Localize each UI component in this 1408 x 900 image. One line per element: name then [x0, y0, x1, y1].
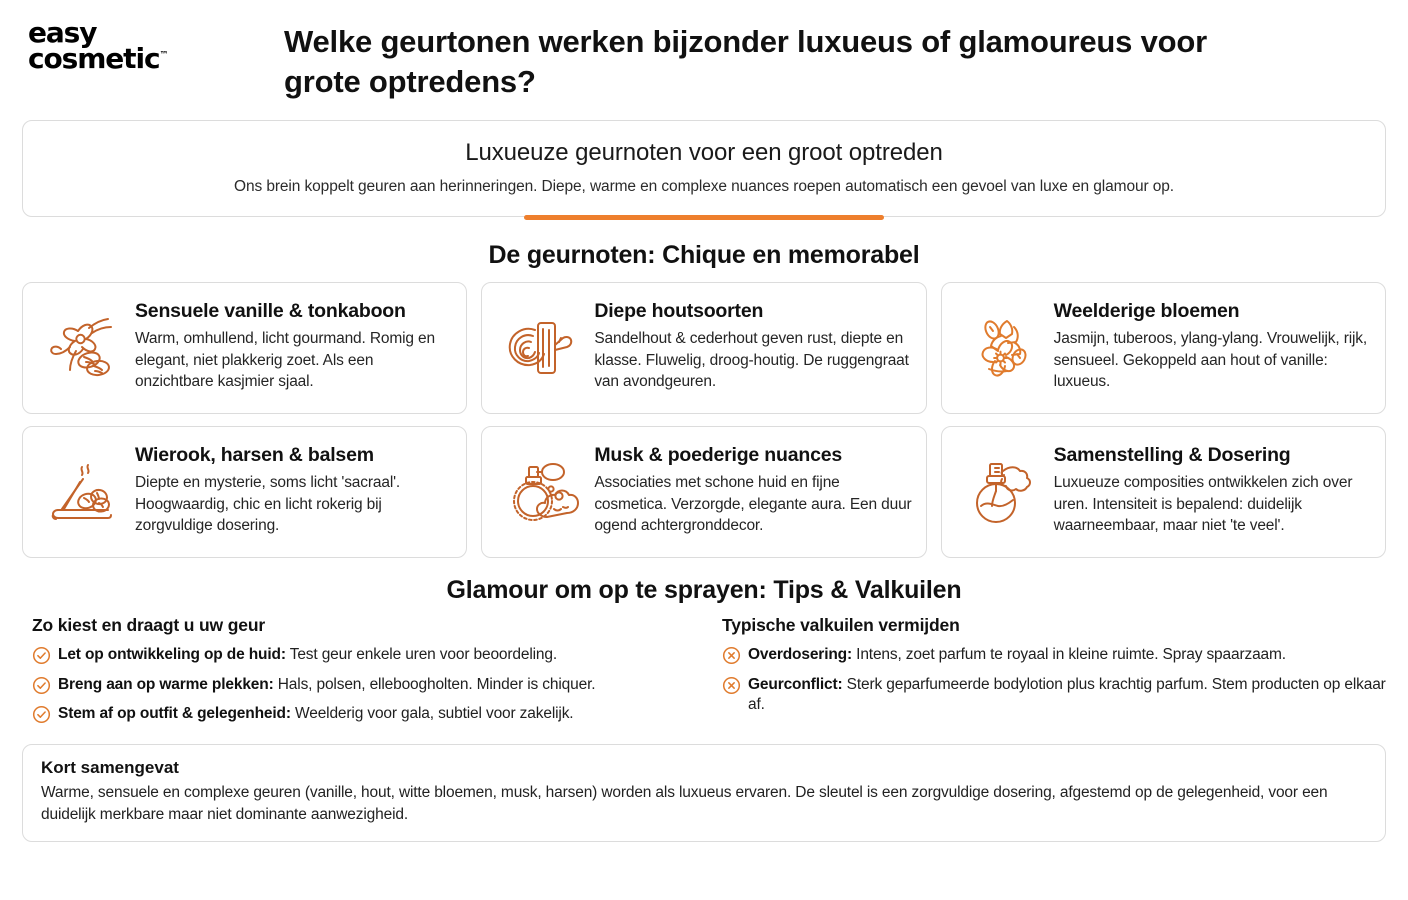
- tips-and-pitfalls: [0, 615, 1408, 734]
- tips-column-title: Zo kiest en draagt u uw geur: [32, 615, 266, 635]
- check-circle-icon: [32, 675, 58, 695]
- cross-circle-icon: [722, 675, 748, 695]
- list-item-rest: Hals, polsen, elleboogholten. Minder is chiquer.: [273, 675, 596, 693]
- card-body: [131, 440, 452, 537]
- card-body: [590, 296, 911, 393]
- list-item-lead: Stem af op outfit & gelegenheid:: [58, 705, 291, 723]
- perfume-bottle-spray-icon: [954, 440, 1050, 536]
- wood-log-tree-rings-icon: [494, 296, 590, 392]
- list-item-rest: Weelderig voor gala, subtiel voor zakelijk.: [290, 705, 574, 723]
- list-item: [32, 675, 722, 696]
- cross-circle-icon: [722, 645, 748, 665]
- card-diepe-houtsoorten: [481, 282, 926, 414]
- summary-text: Warme, sensuele en complexe geuren (vanille, hout, witte bloemen, musk, harsen) worden als luxueus ervaren. De sleutel is een zorgvuldige dosering, afgestemd op de gelegenheid, voor een duidelijk merkbare maar niet dominante aanwezigheid.: [41, 783, 1328, 823]
- trademark-symbol: ™: [159, 50, 169, 61]
- card-body: [1050, 440, 1371, 537]
- list-item-lead: Breng aan op warme plekken:: [58, 675, 274, 693]
- list-item-lead: Overdosering:: [748, 646, 852, 663]
- card-title: Weelderige bloemen: [1053, 300, 1240, 322]
- vanilla-flower-tonka-bean-icon: [35, 296, 131, 392]
- list-item-rest: Sterk geparfumeerde bodylotion plus krachtig parfum. Stem producten op elkaar af.: [748, 675, 1386, 714]
- card-samenstelling-dosering: [941, 426, 1386, 558]
- list-item-lead: Let op ontwikkeling op de huid:: [58, 646, 286, 663]
- flower-bouquet-icon: [954, 296, 1050, 392]
- list-item-text: [748, 645, 1286, 666]
- list-item: [722, 645, 1386, 666]
- list-item-text: [58, 645, 557, 666]
- list-item-rest: Intens, zoet parfum te royaal in kleine ruimte. Spray spaarzaam.: [852, 646, 1286, 663]
- card-sensuele-vanille: [22, 282, 467, 414]
- list-item-text: [748, 675, 1386, 716]
- card-title: Diepe houtsoorten: [594, 300, 764, 322]
- list-item: [32, 704, 722, 725]
- list-item-rest: Test geur enkele uren voor beoordeling.: [285, 646, 558, 663]
- list-item-lead: Geurconflict:: [748, 675, 843, 693]
- list-item: [32, 645, 722, 666]
- list-item-text: [58, 704, 573, 725]
- summary-box: [22, 744, 1386, 842]
- summary-title: Kort samengevat: [41, 757, 179, 777]
- pitfalls-column-title: Typische valkuilen vermijden: [722, 615, 960, 635]
- card-text: Luxueuze composities ontwikkelen zich over uren. Intensiteit is bepalend: duidelijk waarneembaar, maar niet 'te veel'.: [1053, 474, 1353, 535]
- list-item: [722, 675, 1386, 716]
- section-heading-tips: Glamour om op te sprayen: Tips & Valkuilen: [446, 576, 962, 604]
- scent-notes-card-grid: [0, 282, 1408, 558]
- card-text: Diepte en mysterie, soms licht 'sacraal'. Hoogwaardig, chic en licht rokerig bij zorgvuldige dosering.: [135, 474, 401, 535]
- card-title: Sensuele vanille & tonkaboon: [135, 300, 406, 322]
- card-title: Musk & poederige nuances: [594, 444, 843, 466]
- card-title: Wierook, harsen & balsem: [135, 444, 374, 466]
- list-item-text: [58, 675, 595, 696]
- accent-underline-bar: [524, 215, 884, 220]
- card-weelderige-bloemen: [941, 282, 1386, 414]
- incense-stick-resin-icon: [35, 440, 131, 536]
- card-text: Warm, omhullend, licht gourmand. Romig en elegant, niet plakkerig zoet. Als een onzichtbare kasjmier sjaal.: [135, 330, 435, 391]
- brand-logo-text: [28, 16, 169, 76]
- intro-banner-subtitle: Ons brein koppelt geuren aan herinneringen. Diepe, warme en complexe nuances roepen automatisch een gevoel van luxe en glamour op.: [234, 178, 1174, 195]
- card-body: [131, 296, 452, 393]
- brand-logo-line1: easy: [28, 16, 97, 49]
- card-musk-poederig: [481, 426, 926, 558]
- card-title: Samenstelling & Dosering: [1053, 444, 1291, 466]
- intro-banner: [22, 120, 1386, 217]
- page-header: [0, 0, 1408, 118]
- pitfalls-column: [722, 615, 1386, 734]
- card-text: Jasmijn, tuberoos, ylang-ylang. Vrouwelijk, rijk, sensueel. Gekoppeld aan hout of vanille: luxueus.: [1053, 330, 1368, 391]
- card-body: [590, 440, 911, 537]
- atomizer-powder-puff-icon: [494, 440, 590, 536]
- page-title: Welke geurtonen werken bijzonder luxueus of glamoureus voor grote optredens?: [284, 24, 1207, 99]
- check-circle-icon: [32, 645, 58, 665]
- brand-logo-line2: cosmetic™: [28, 42, 169, 76]
- tips-column: [32, 615, 722, 734]
- card-body: [1050, 296, 1371, 393]
- intro-banner-title: Luxueuze geurnoten voor een groot optreden: [465, 139, 943, 166]
- brand-logo: [28, 14, 258, 76]
- section-heading-notes: De geurnoten: Chique en memorabel: [488, 241, 920, 269]
- card-wierook-harsen: [22, 426, 467, 558]
- card-text: Associaties met schone huid en fijne cosmetica. Verzorgde, elegante aura. Een duur ogend achtergronddecor.: [594, 474, 912, 535]
- card-text: Sandelhout & cederhout geven rust, diepte en klasse. Fluwelig, droog-houtig. De ruggengraat van avondgeuren.: [594, 330, 909, 391]
- check-circle-icon: [32, 704, 58, 724]
